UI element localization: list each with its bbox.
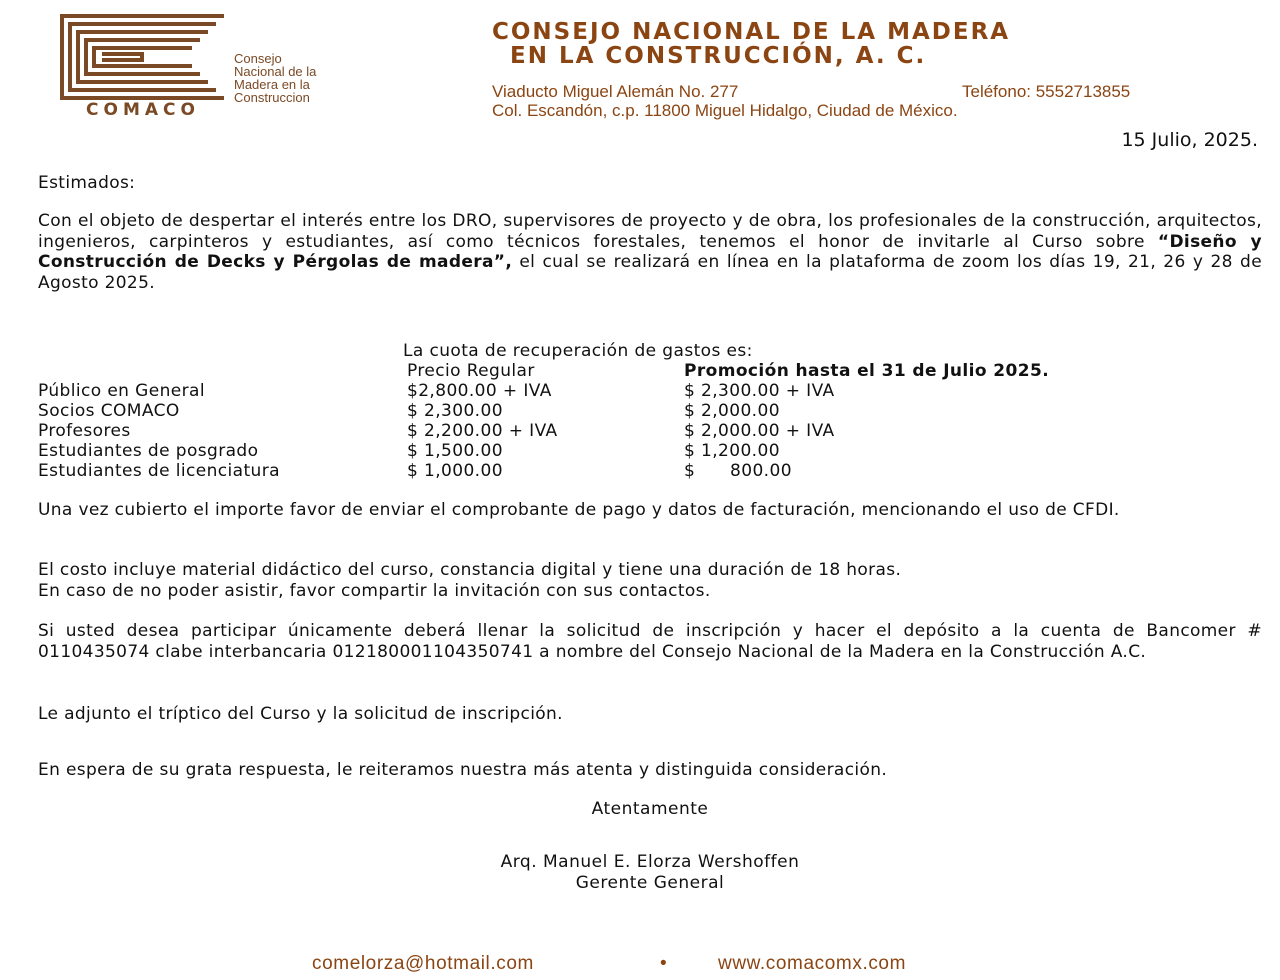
intro-text-1: Con el objeto de despertar el interés entre los DRO, supervisores de proyecto y de obra, los profesionales de la construcción, arquitectos, ingenieros, carpinteros y estudiantes, así como técnicos forestales, tenemos el honor de invitarle al Curso sobre [38, 211, 1262, 252]
logo-side-text [234, 52, 316, 104]
organization-name [492, 20, 1010, 68]
logo-text: COMACO [86, 100, 200, 117]
logo-side-line: Nacional de la [234, 64, 317, 79]
fee-category: Estudiantes de posgrado [38, 441, 259, 461]
sign-off: Atentamente [591, 799, 709, 819]
org-name-line1: CONSEJO NACIONAL DE LA MADERA [492, 19, 1011, 45]
intro-text-2: el cual se realizará en línea en la plataforma de zoom los días 19, 21, 26 y 28 de Agosto 2025. [38, 252, 1263, 293]
address-line1: Viaducto Miguel Alemán No. 277 [492, 82, 739, 101]
col-promo-header: Promoción hasta el 31 de Julio 2025. [684, 361, 1050, 381]
fee-promo: $ 2,300.00 + IVA [684, 381, 835, 401]
org-name-line2: EN LA CONSTRUCCIÓN, A. C. [510, 43, 927, 69]
letter-date: 15 Julio, 2025. [1121, 129, 1258, 151]
fee-title: La cuota de recuperación de gastos es: [403, 341, 753, 361]
email-link[interactable]: comelorza@hotmail.com [312, 953, 534, 974]
fee-category: Público en General [38, 381, 205, 401]
fee-category: Estudiantes de licenciatura [38, 461, 280, 481]
phone-number: Teléfono: 5552713855 [962, 82, 1131, 101]
fee-promo: $ 1,200.00 [684, 441, 780, 461]
attachment-paragraph: Le adjunto el tríptico del Curso y la solicitud de inscripción. [38, 704, 563, 724]
logo-side-line: Consejo [234, 51, 282, 66]
logo-side-line: Construccion [234, 90, 310, 105]
fee-category: Socios COMACO [38, 401, 180, 421]
signer-position: Gerente General [575, 873, 725, 893]
greeting: Estimados: [38, 173, 136, 193]
payment-paragraph: Una vez cubierto el importe favor de enviar el comprobante de pago y datos de facturación, mencionando el uso de CFDI. [38, 500, 1120, 520]
fee-regular: $ 1,500.00 [407, 441, 503, 461]
cost-line1: El costo incluye material didáctico del curso, constancia digital y tiene una duración de 18 horas. [38, 560, 902, 580]
fee-promo: $ 2,000.00 + IVA [684, 421, 835, 441]
intro-paragraph [38, 211, 1262, 293]
closing-paragraph: En espera de su grata respuesta, le reiteramos nuestra más atenta y distinguida consideración. [38, 760, 888, 780]
col-regular-header: Precio Regular [407, 361, 535, 381]
bank-paragraph: Si usted desea participar únicamente deberá llenar la solicitud de inscripción y hacer el depósito a la cuenta de Bancomer # 0110435074 clabe interbancaria 012180001104350741 a nombre del Consejo Nacional de la Madera en la Construcción A.C. [38, 621, 1262, 662]
website-link[interactable]: www.comacomx.com [718, 953, 907, 974]
fee-category: Profesores [38, 421, 131, 441]
course-title: “Diseño y Construcción de Decks y Pérgolas de madera”, [38, 231, 1262, 272]
logo-side-line: Madera en la [234, 77, 310, 92]
signer-name: Arq. Manuel E. Elorza Wershoffen [500, 852, 800, 872]
fee-regular: $ 2,300.00 [407, 401, 503, 421]
cost-line2: En caso de no poder asistir, favor compartir la invitación con sus contactos. [38, 580, 711, 601]
footer-separator: • [660, 953, 668, 974]
address-line2: Col. Escandón, c.p. 11800 Miguel Hidalgo, Ciudad de México. [492, 101, 958, 120]
fee-regular: $ 1,000.00 [407, 461, 503, 481]
fee-regular: $2,800.00 + IVA [407, 381, 552, 401]
address-block [492, 82, 1131, 120]
comaco-logo [60, 14, 226, 117]
fee-promo: $ 2,000.00 [684, 401, 780, 421]
cost-paragraph [38, 560, 1262, 601]
fee-regular: $ 2,200.00 + IVA [407, 421, 558, 441]
fee-promo: $ 800.00 [684, 461, 792, 481]
